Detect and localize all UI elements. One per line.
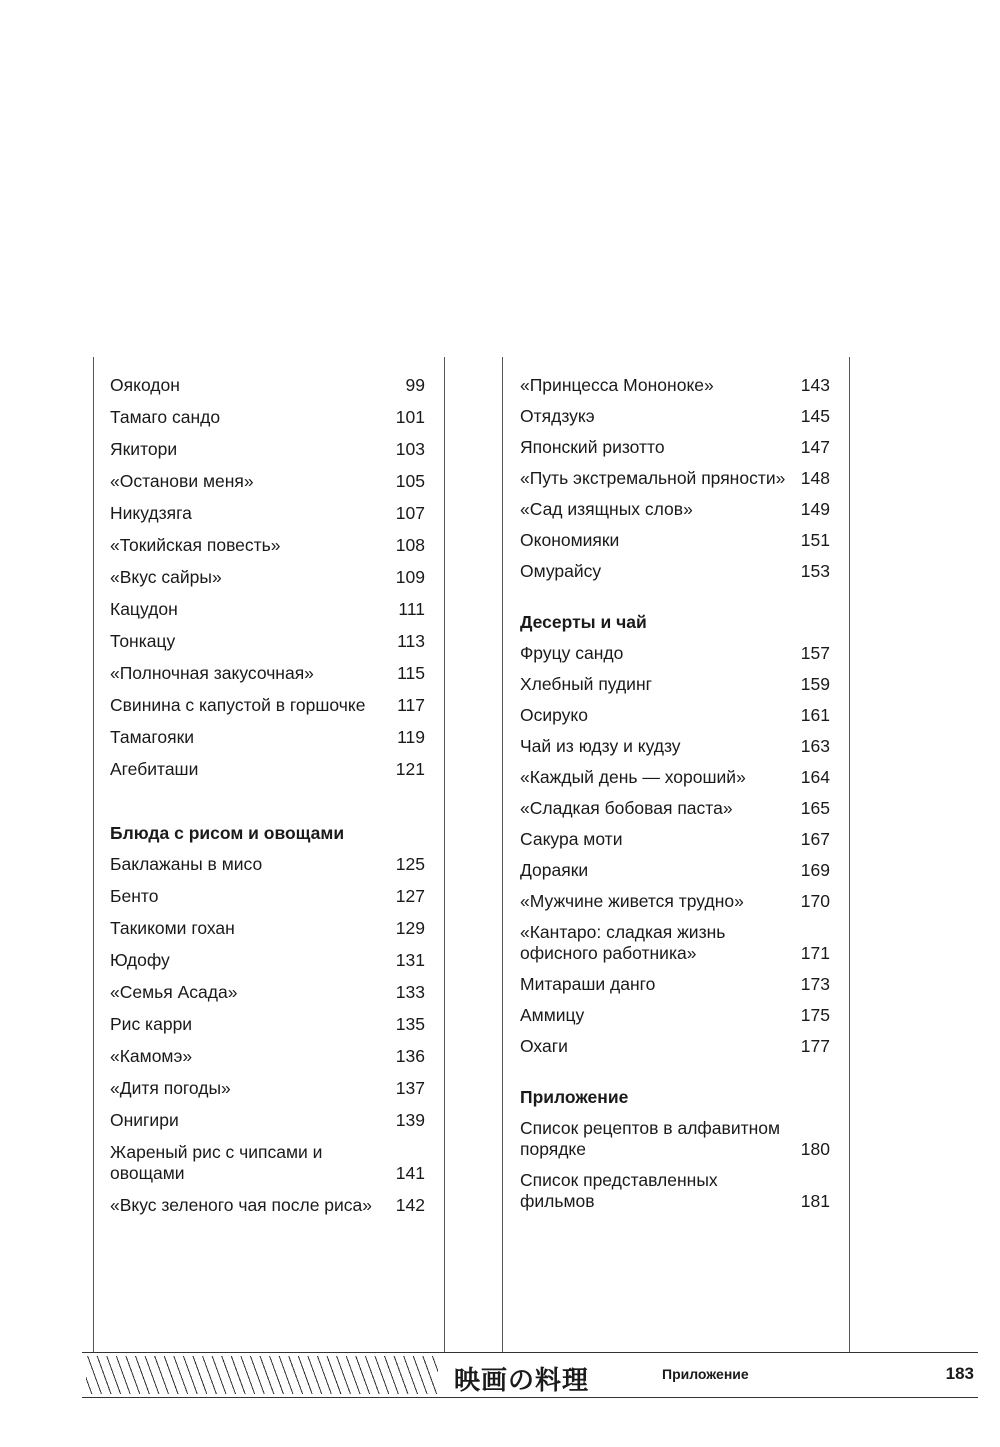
toc-entry-page: 137	[395, 1078, 425, 1098]
toc-entry-page: 161	[800, 705, 830, 725]
toc-entry-page: 147	[800, 437, 830, 457]
toc-entry-title: «Останови меня»	[110, 471, 254, 491]
toc-entry-page: 136	[395, 1046, 425, 1066]
toc-entry-title: Аммицу	[520, 1005, 585, 1025]
toc-entry	[110, 599, 425, 620]
toc-entry-page: 151	[800, 530, 830, 550]
toc-entry-title: Кацудон	[110, 599, 178, 619]
toc-entry-title: Бенто	[110, 886, 159, 906]
toc-entry-page: 170	[800, 891, 830, 911]
toc-entry-title: Рис карри	[110, 1014, 193, 1034]
toc-entry-title: Агебиташи	[110, 759, 199, 779]
toc-entry-title: Охаги	[520, 1036, 568, 1056]
toc-entry	[110, 1014, 425, 1035]
footer-rule-top	[82, 1352, 978, 1353]
toc-entry-page: 164	[800, 767, 830, 787]
toc-entry-title: Якитори	[110, 439, 178, 459]
toc-entry-page: 167	[800, 829, 830, 849]
toc-entry	[110, 759, 425, 780]
toc-entry-title: Оякодон	[110, 375, 180, 395]
toc-entry	[520, 643, 830, 664]
toc-entry-title: Онигири	[110, 1110, 179, 1130]
toc-entry-page: 127	[395, 886, 425, 906]
toc-entry	[110, 950, 425, 971]
toc-entry-title: «Сад изящных слов»	[520, 499, 693, 519]
toc-entry	[110, 631, 425, 652]
toc-entry	[110, 503, 425, 524]
toc-entry-title: «Мужчине живется трудно»	[520, 891, 744, 911]
toc-entry-title: Тамаго сандо	[110, 407, 221, 427]
toc-entry	[520, 860, 830, 881]
footer-rule-bottom	[82, 1397, 978, 1398]
toc-entry	[520, 1170, 830, 1212]
toc-entry-title: «Путь экстремальной пряности»	[520, 468, 786, 488]
toc-group	[110, 375, 425, 780]
column-rule-2	[444, 357, 445, 1352]
toc-entry	[520, 705, 830, 726]
toc-entry	[110, 1078, 425, 1099]
toc-entry-title: Юдофу	[110, 950, 170, 970]
toc-entry	[520, 736, 830, 757]
toc-entry-title: Тонкацу	[110, 631, 176, 651]
toc-entry	[520, 798, 830, 819]
toc-entry	[520, 530, 830, 551]
toc-entry-page: 171	[800, 943, 830, 963]
toc-entry-page: 149	[800, 499, 830, 519]
toc-entry-title: Фруцу сандо	[520, 643, 624, 663]
toc-entry-page: 175	[800, 1005, 830, 1025]
toc-entry-title: Никудзяга	[110, 503, 192, 523]
toc-entry-title: «Токийская повесть»	[110, 535, 281, 555]
page-footer	[82, 1352, 978, 1398]
toc-entry	[110, 727, 425, 748]
toc-entry	[110, 918, 425, 939]
toc-entry	[110, 1110, 425, 1131]
toc-entry	[110, 407, 425, 428]
footer-section-label: Приложение	[662, 1366, 749, 1382]
toc-entry	[520, 468, 830, 489]
toc-entry	[520, 891, 830, 912]
footer-hatch-ornament	[86, 1356, 438, 1394]
toc-entry	[110, 695, 425, 716]
toc-entry-title: Жареный рис с чипсами и овощами	[110, 1142, 323, 1183]
toc-entry	[110, 535, 425, 556]
toc-entry-page: 117	[397, 695, 425, 715]
toc-entry	[110, 886, 425, 907]
toc-entry-title: «Вкус зеленого чая после риса»	[110, 1195, 373, 1215]
toc-entry	[110, 1195, 425, 1216]
column-rule-3	[502, 357, 503, 1352]
toc-entry-title: «Сладкая бобовая паста»	[520, 798, 733, 818]
toc-entry-title: Чай из юдзу и кудзу	[520, 736, 681, 756]
toc-group	[520, 375, 830, 582]
toc-entry-page: 135	[395, 1014, 425, 1034]
toc-entry-page: 125	[395, 854, 425, 874]
toc-entry-title: «Полночная закусочная»	[110, 663, 314, 683]
toc-entry	[520, 437, 830, 458]
toc-entry-page: 181	[800, 1191, 830, 1211]
toc-entry-page: 121	[395, 759, 425, 779]
toc-entry-page: 111	[398, 599, 425, 619]
toc-entry	[110, 854, 425, 875]
toc-entry	[520, 922, 830, 964]
toc-entry-title: Баклажаны в мисо	[110, 854, 263, 874]
toc-entry	[520, 561, 830, 582]
toc-entry-page: 103	[395, 439, 425, 459]
toc-entry-title: Сакура моти	[520, 829, 623, 849]
section-heading: Десерты и чай	[520, 612, 647, 632]
toc-entry-page: 157	[800, 643, 830, 663]
toc-entry	[520, 499, 830, 520]
toc-entry-title: Омурайсу	[520, 561, 602, 581]
toc-entry-page: 108	[395, 535, 425, 555]
toc-entry-page: 173	[800, 974, 830, 994]
toc-entry-page: 159	[800, 674, 830, 694]
toc-entry-title: Такикоми гохан	[110, 918, 235, 938]
toc-entry-title: «Каждый день — хороший»	[520, 767, 746, 787]
toc-entry	[110, 1046, 425, 1067]
toc-entry-page: 148	[800, 468, 830, 488]
toc-entry-title: Митараши данго	[520, 974, 656, 994]
toc-entry-title: «Камомэ»	[110, 1046, 193, 1066]
toc-entry	[520, 406, 830, 427]
toc-entry	[110, 1142, 425, 1184]
toc-entry-page: 139	[395, 1110, 425, 1130]
toc-entry-page: 109	[395, 567, 425, 587]
toc-entry-page: 131	[395, 950, 425, 970]
toc-entry-title: Список представленных фильмов	[520, 1170, 718, 1211]
toc-entry-title: «Кантаро: сладкая жизнь офисного работника»	[520, 922, 726, 963]
toc-entry-title: Свинина с капустой в горшочке	[110, 695, 366, 715]
toc-entry-title: Хлебный пудинг	[520, 674, 653, 694]
section-heading: Приложение	[520, 1087, 629, 1107]
toc-entry-page: 141	[395, 1163, 425, 1183]
toc-entry-page: 101	[395, 407, 425, 427]
toc-entry	[110, 663, 425, 684]
toc-entry	[110, 567, 425, 588]
toc-entry-page: 180	[800, 1139, 830, 1159]
toc-entry-page: 133	[395, 982, 425, 1002]
toc-entry-title: Список рецептов в алфавитном порядке	[520, 1118, 781, 1159]
toc-entry	[110, 439, 425, 460]
toc-entry-title: «Дитя погоды»	[110, 1078, 231, 1098]
toc-entry-page: 153	[800, 561, 830, 581]
column-rule-4	[849, 357, 850, 1352]
book-title: 映画の料理	[454, 1366, 590, 1396]
toc-entry-title: «Принцесса Мононоке»	[520, 375, 714, 395]
toc-entry	[520, 1005, 830, 1026]
toc-entry-title: Дораяки	[520, 860, 589, 880]
column-rule-1	[93, 357, 94, 1352]
toc-entry-title: Японский ризотто	[520, 437, 665, 457]
toc-group	[520, 643, 830, 1057]
toc-entry	[520, 1118, 830, 1160]
toc-entry-title: Окономияки	[520, 530, 620, 550]
toc-entry	[520, 1036, 830, 1057]
toc-entry	[520, 974, 830, 995]
toc-entry-title: Тамагояки	[110, 727, 195, 747]
toc-entry	[520, 375, 830, 396]
toc-entry-page: 163	[800, 736, 830, 756]
toc-entry-page: 169	[800, 860, 830, 880]
toc-entry-page: 142	[395, 1195, 425, 1215]
toc-entry	[110, 982, 425, 1003]
page-number: 183	[945, 1364, 974, 1383]
toc-left-column	[110, 375, 425, 1227]
toc-entry	[110, 471, 425, 492]
toc-entry-page: 119	[397, 727, 425, 747]
toc-group	[520, 1118, 830, 1212]
toc-right-column	[520, 375, 830, 1222]
toc-entry-page: 99	[405, 375, 425, 395]
toc-entry	[110, 375, 425, 396]
toc-entry-title: «Вкус сайры»	[110, 567, 222, 587]
toc-entry-title: «Семья Асада»	[110, 982, 238, 1002]
toc-entry-page: 105	[395, 471, 425, 491]
toc-entry-page: 107	[395, 503, 425, 523]
toc-entry-page: 143	[800, 375, 830, 395]
toc-group	[110, 854, 425, 1216]
section-heading: Блюда с рисом и овощами	[110, 823, 345, 843]
toc-entry-page: 177	[800, 1036, 830, 1056]
toc-entry-title: Отядзукэ	[520, 406, 595, 426]
toc-entry	[520, 829, 830, 850]
toc-entry	[520, 674, 830, 695]
toc-entry-page: 129	[395, 918, 425, 938]
toc-entry-page: 115	[397, 663, 425, 683]
toc-entry-page: 165	[800, 798, 830, 818]
toc-entry-title: Осируко	[520, 705, 589, 725]
toc-entry-page: 113	[397, 631, 425, 651]
toc-entry	[520, 767, 830, 788]
toc-entry-page: 145	[800, 406, 830, 426]
